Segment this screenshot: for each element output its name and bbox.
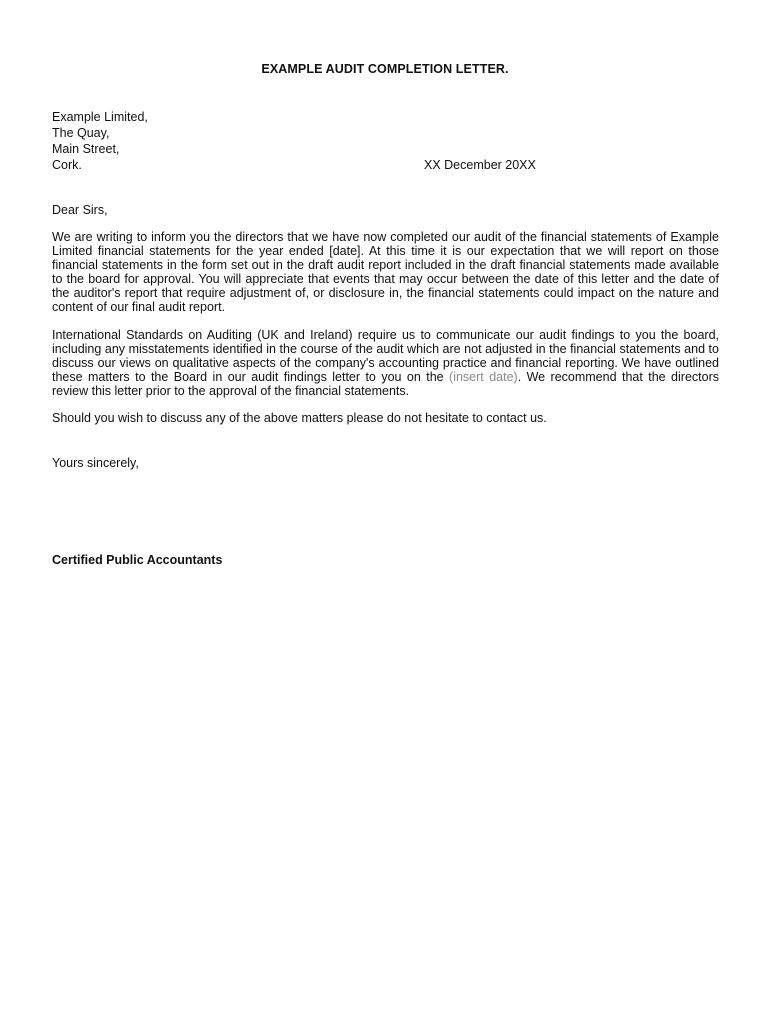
address-line-company: Example Limited, <box>52 110 148 124</box>
body-paragraph-1: We are writing to inform you the directors that we have now completed our audit of the financial statements of Example Limited financial statements for the year ended [date]. At this time it is our expectation that we will report on those financial statements in the form set out in the draft audit report included in the draft financial statements made available to the board for approval. You will appreciate that events that may occur between the date of this letter and the date of the auditor's report that require adjustment of, or disclosure in, the financial statements could impact on the nature and content of our final audit report. <box>52 230 719 314</box>
body-paragraph-3: Should you wish to discuss any of the above matters please do not hesitate to contact us. <box>52 411 547 425</box>
paragraph-2-text-end: . We recommend that the directors review this letter prior to the approval of the financial statements. <box>52 369 719 398</box>
salutation: Dear Sirs, <box>52 203 108 217</box>
address-line-building: The Quay, <box>52 126 110 140</box>
letter-date: XX December 20XX <box>424 158 536 172</box>
letter-title: EXAMPLE AUDIT COMPLETION LETTER. <box>261 62 509 76</box>
insert-date-placeholder: (insert date) <box>449 369 518 384</box>
closing-phrase: Yours sincerely, <box>52 456 139 470</box>
address-line-street: Main Street, <box>52 142 120 156</box>
address-line-city: Cork. <box>52 158 82 172</box>
body-paragraph-2 <box>52 329 719 399</box>
recipient-address <box>52 109 148 173</box>
paragraph-2-text-start: International Standards on Auditing (UK and Ireland) require us to communicate our audit findings to you the board, including any misstatements identified in the course of the audit which are not adjusted in the financial statements and to discuss our views on qualitative aspects of the company's accounting practice and financial reporting. We have outlined these matters to the Board in our audit findings letter to you on the <box>52 328 719 384</box>
signatory-name: Certified Public Accountants <box>52 553 223 567</box>
